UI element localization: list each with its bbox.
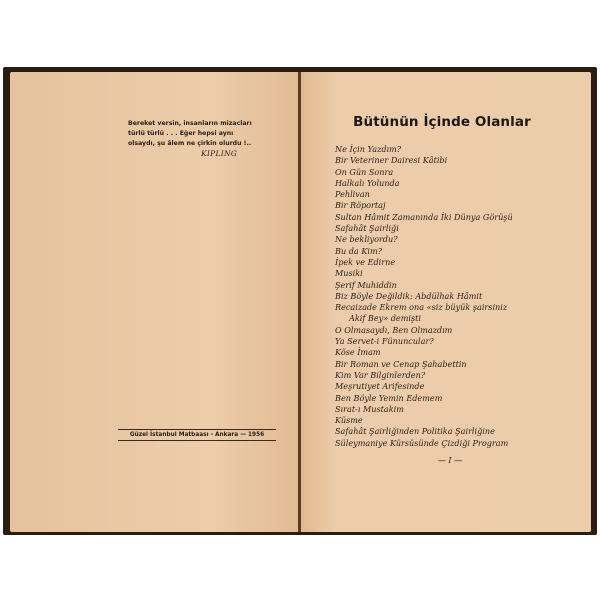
toc-item: Bu da Kim? (335, 245, 382, 256)
page-title: Bütünün İçinde Olanlar (353, 114, 531, 130)
printer-imprint: Güzel İstanbul Matbaası - Ankara — 1956 (118, 429, 276, 441)
toc-item: Şerif Muhiddin (335, 279, 397, 290)
toc-item: Sultan Hâmit Zamanında İki Dünya Görüşü (335, 211, 513, 222)
toc-item: Ne bekliyordu? (335, 234, 398, 245)
page-number: — I — (437, 456, 463, 465)
toc-item: Kim Var Bilginlerden? (335, 369, 426, 380)
toc-item: Bir Roman ve Cenap Şahabettin (335, 358, 467, 369)
toc-item: Süleymaniye Kürsüsünde Çizdiği Program (335, 437, 509, 448)
toc-item: Ben Böyle Yemin Edemem (335, 392, 443, 403)
toc-item: Küsme (335, 415, 363, 426)
toc-item: Recaizade Ekrem ona «siz büyük şairsiniz (335, 302, 508, 313)
toc-item: Köse İmam (335, 347, 381, 358)
toc-item: On Gün Sonra (335, 166, 394, 177)
epigraph-line: Bereket versin, insanların mizacları (128, 120, 252, 127)
toc-item: İpek ve Edirne (335, 256, 396, 267)
table-of-contents (335, 144, 513, 449)
toc-item: Meşrutiyet Arifesinde (335, 381, 425, 392)
epigraph-attribution: KIPLING (201, 149, 238, 158)
toc-item: Musiki (335, 268, 363, 279)
toc-item: Safahât Şairliği (335, 223, 399, 234)
epigraph-line: türlü türlü . . . Eğer hepsi aynı (128, 130, 234, 137)
toc-item: Pehlivan (335, 189, 370, 200)
toc-item: Safahât Şairliğinden Politika Şairliğine (335, 426, 495, 437)
toc-item: O Olmasaydı, Ben Olmazdım (335, 324, 453, 335)
toc-item: Halkalı Yolunda (335, 177, 400, 188)
toc-item: Sırat-ı Mustakim (335, 403, 404, 414)
toc-item: Bir Veteriner Dairesi Kâtibi (335, 155, 448, 166)
toc-item: Bir Röportaj (335, 200, 386, 211)
toc-item: Ne İçin Yazdım? (335, 144, 402, 154)
epigraph (128, 119, 290, 149)
toc-item: Akif Bey» demişti (349, 313, 421, 324)
toc-item: Ya Servet-i Fünuncular? (335, 336, 434, 347)
epigraph-line: olsaydı, şu âlem ne çirkin olurdu !.. (128, 140, 252, 147)
toc-item: Biz Böyle Değildik: Abdülhak Hâmit (335, 290, 483, 301)
